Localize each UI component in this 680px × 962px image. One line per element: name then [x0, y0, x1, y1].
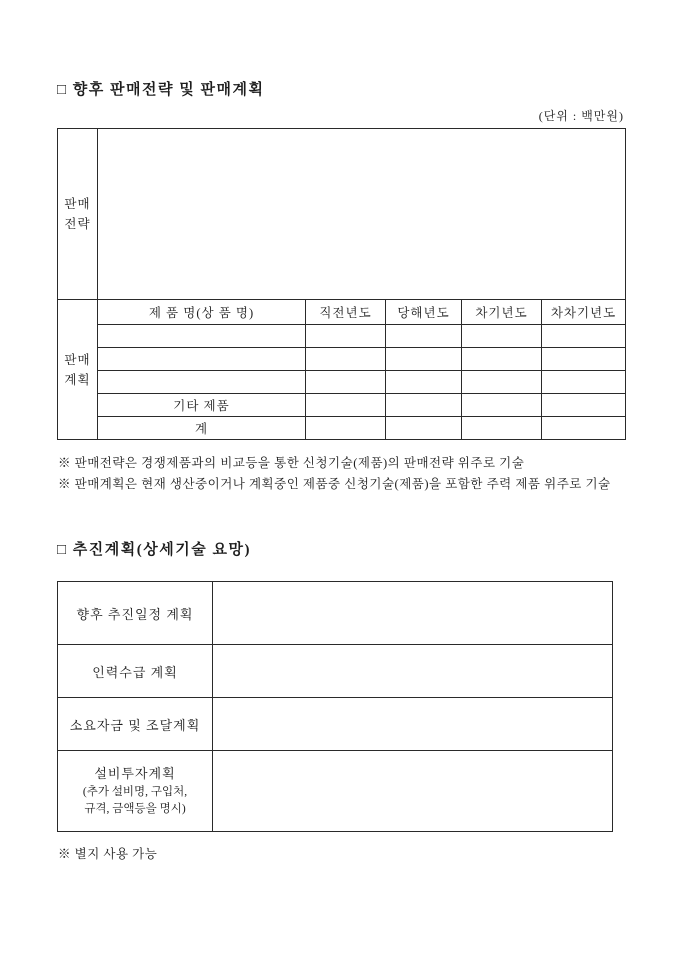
table-cell	[98, 325, 306, 348]
table-cell	[462, 417, 542, 440]
table-cell	[98, 371, 306, 394]
table-cell	[306, 394, 386, 417]
funding-plan-label: 소요자금 및 조달계획	[58, 698, 213, 751]
manpower-plan-entry-area	[213, 645, 613, 698]
equipment-investment-label-line1: 설비투자계획	[94, 766, 176, 782]
col-header-next-year: 차기년도	[462, 300, 542, 325]
funding-plan-entry-area	[213, 698, 613, 751]
table-cell	[462, 394, 542, 417]
table-cell	[542, 371, 626, 394]
table-cell	[306, 325, 386, 348]
sales-plan-label	[58, 300, 98, 440]
table-cell	[462, 325, 542, 348]
unit-note: (단위 : 백만원)	[538, 109, 624, 123]
etc-products-label: 기타 제품	[98, 394, 306, 417]
table-cell	[462, 348, 542, 371]
sales-strategy-entry-area	[98, 129, 626, 300]
equipment-investment-label-line3: 규격, 금액등을 명시)	[84, 803, 186, 815]
table-cell	[306, 371, 386, 394]
equipment-investment-entry-area	[213, 751, 613, 832]
table-row-manpower-plan	[58, 645, 613, 698]
table-cell	[542, 394, 626, 417]
table-row	[58, 325, 626, 348]
sales-plan-label-line2: 계획	[64, 372, 91, 387]
col-header-product-name: 제 품 명(상 품 명)	[98, 300, 306, 325]
note-sales-plan: ※ 판매계획은 현재 생산중이거나 계획중인 제품중 신청기술(제품)을 포함한 주력 제품 위주로 기술	[58, 476, 611, 491]
sales-plan-table	[57, 128, 626, 440]
equipment-investment-label-line2: (추가 설비명, 구입처,	[82, 785, 188, 798]
table-cell	[386, 394, 462, 417]
section1-title: □ 향후 판매전략 및 판매계획	[57, 82, 265, 98]
note-sales-strategy: ※ 판매전략은 경쟁제품과의 비교등을 통한 신청기술(제품)의 판매전략 위주로 기술	[58, 456, 525, 470]
schedule-plan-entry-area	[213, 582, 613, 645]
table-cell	[542, 417, 626, 440]
table-cell	[542, 325, 626, 348]
table-cell	[386, 325, 462, 348]
table-cell	[386, 417, 462, 440]
schedule-plan-label: 향후 추진일정 계획	[58, 582, 213, 645]
table-cell	[386, 348, 462, 371]
separate-sheet-note: ※ 별지 사용 가능	[58, 847, 158, 862]
col-header-year-after-next: 차차기년도	[542, 300, 626, 325]
total-label: 계	[98, 417, 306, 440]
manpower-plan-label: 인력수급 계획	[58, 645, 213, 698]
sales-strategy-label-line1: 판매	[64, 197, 91, 211]
table-row-etc-products	[58, 394, 626, 417]
table-cell	[306, 348, 386, 371]
table-cell	[306, 417, 386, 440]
table-cell	[542, 348, 626, 371]
col-header-prev-year: 직전년도	[306, 300, 386, 325]
section1-notes	[58, 453, 625, 494]
table-row-funding-plan	[58, 698, 613, 751]
table-row-equipment-investment-plan	[58, 751, 613, 832]
table-cell	[386, 371, 462, 394]
table-row	[58, 348, 626, 371]
sales-strategy-label-line2: 전략	[64, 217, 91, 231]
table-cell	[98, 348, 306, 371]
col-header-current-year: 당해년도	[386, 300, 462, 325]
table-row-total	[58, 417, 626, 440]
implementation-plan-table	[57, 581, 613, 832]
sales-plan-label-line1: 판매	[64, 352, 91, 367]
table-row	[58, 371, 626, 394]
sales-strategy-label	[58, 129, 98, 300]
table-cell	[462, 371, 542, 394]
equipment-investment-label	[58, 751, 213, 832]
table-row-schedule-plan	[58, 582, 613, 645]
section2-title: □ 추진계획(상세기술 요망)	[57, 542, 251, 559]
